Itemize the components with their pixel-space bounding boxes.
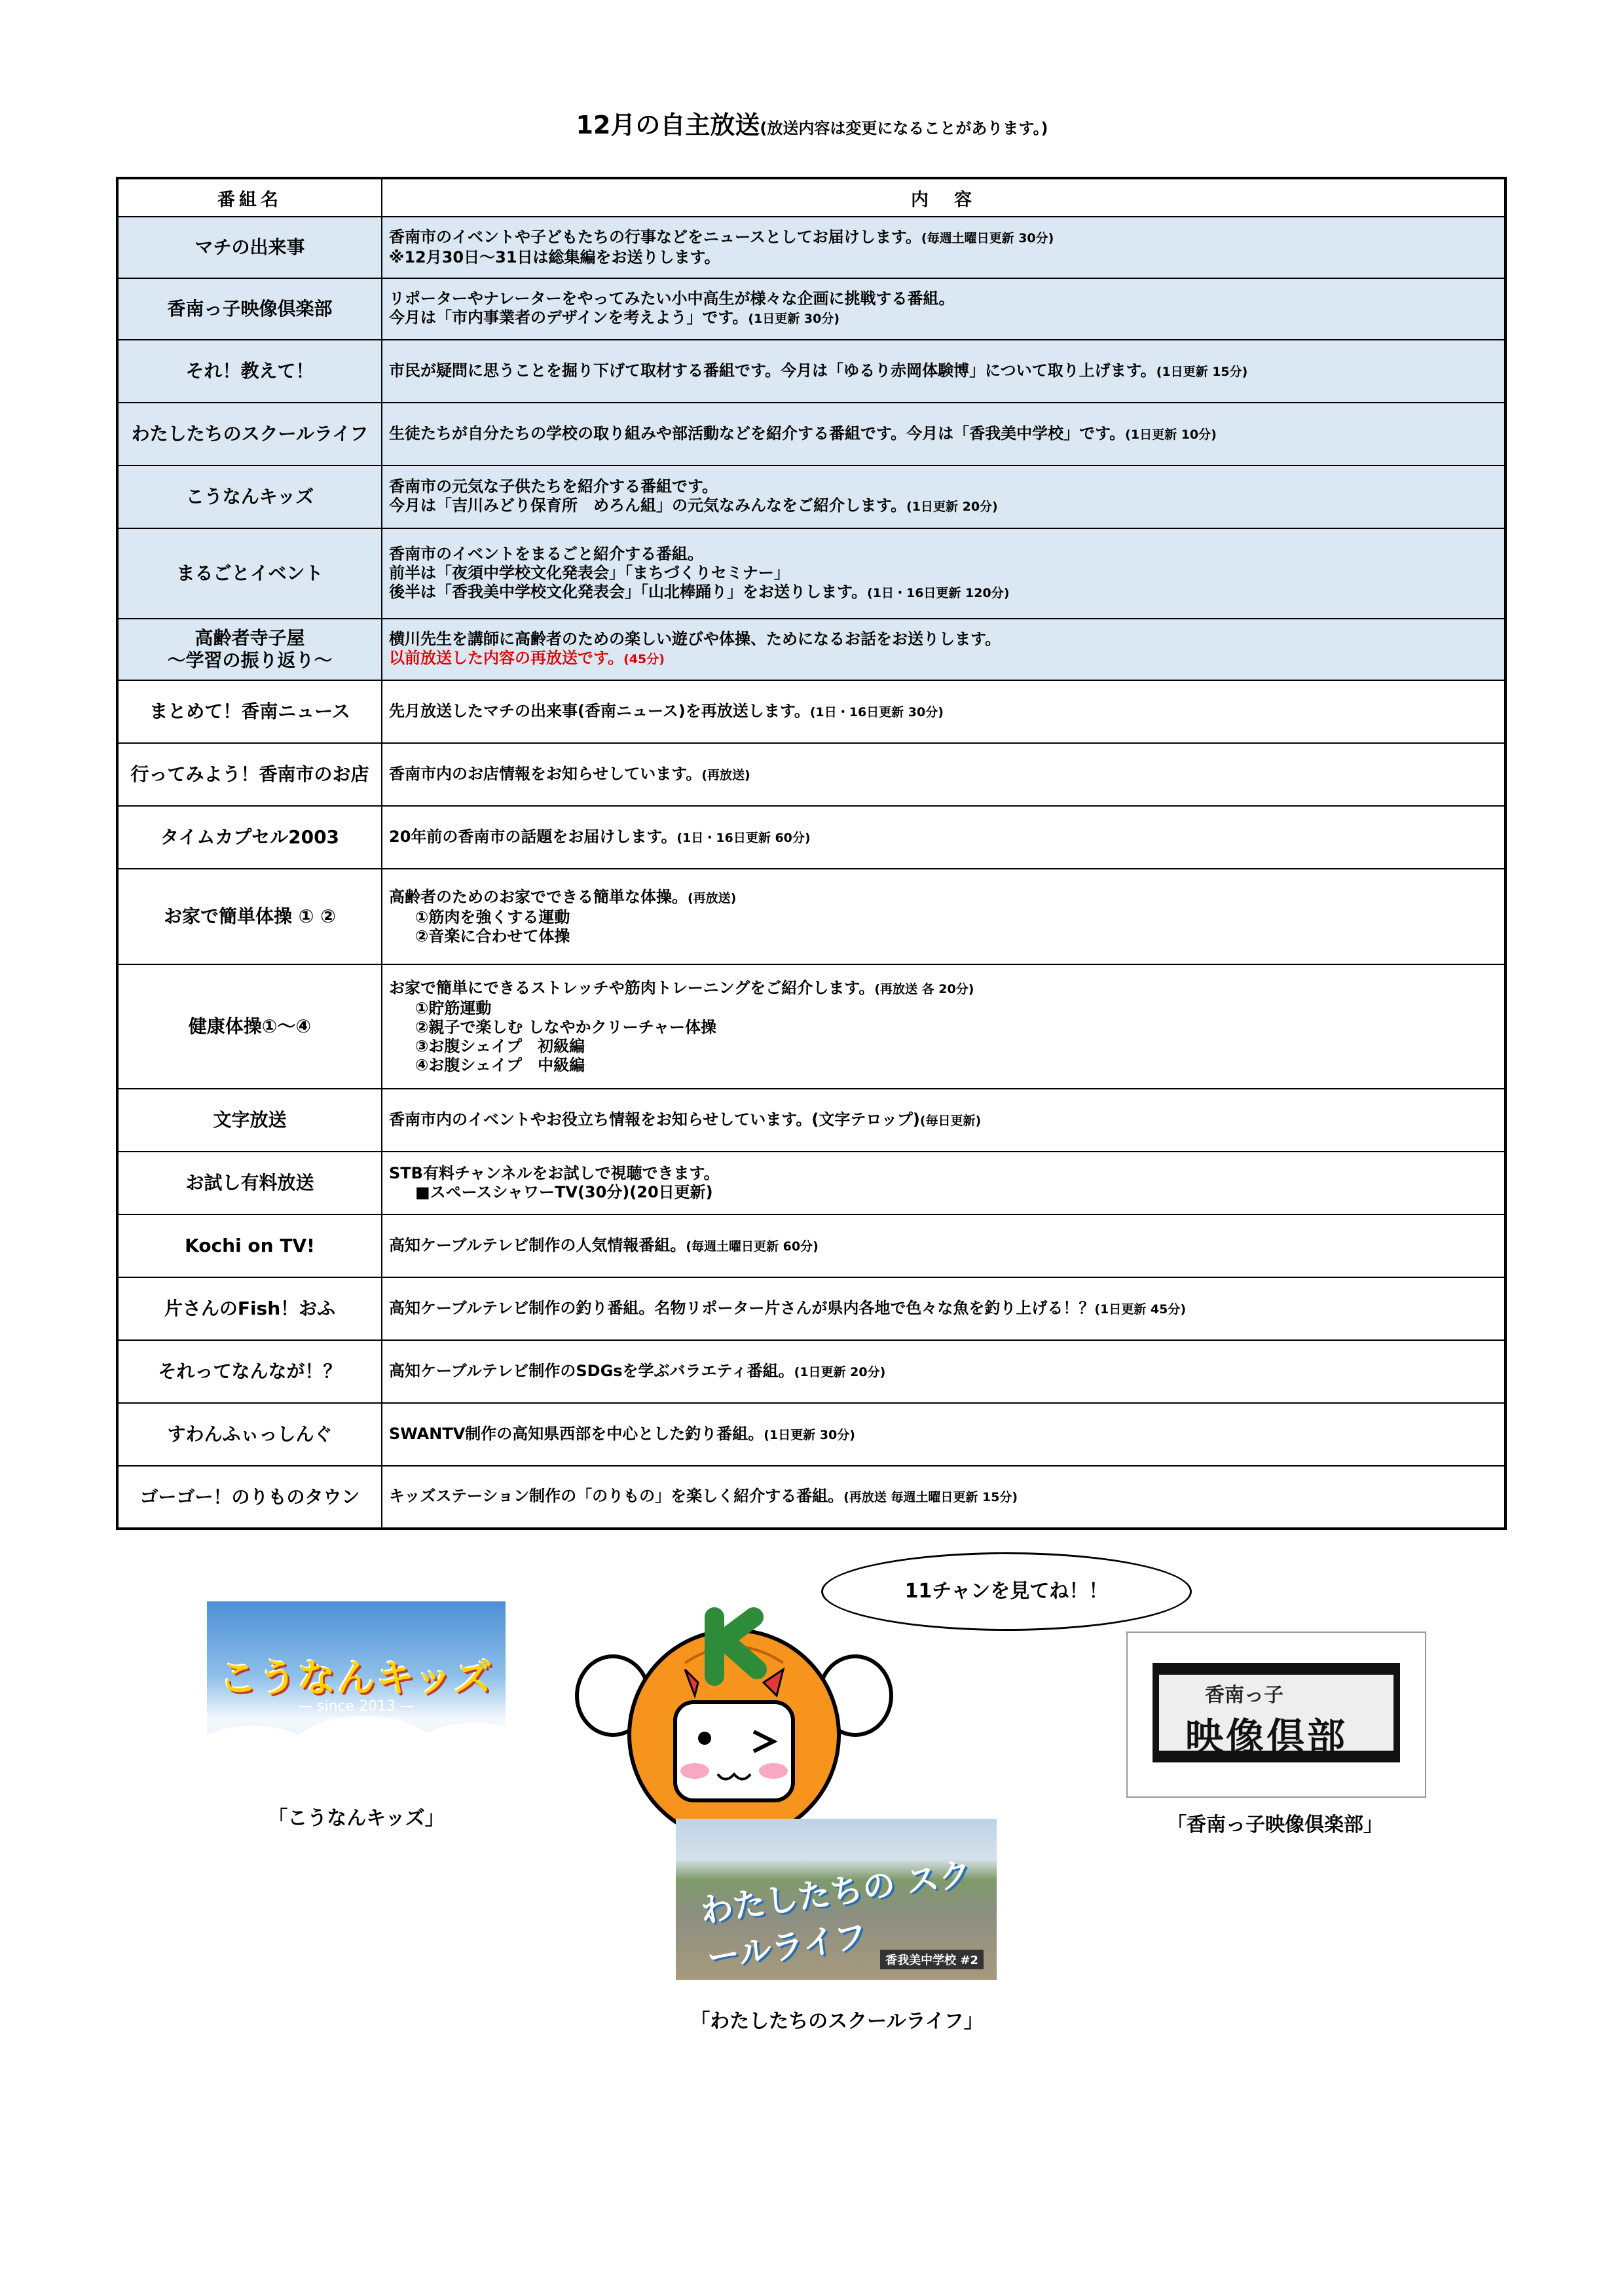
program-description (382, 1089, 1505, 1152)
program-description (382, 743, 1505, 806)
description-line (389, 828, 1498, 848)
eizo-club-thumbnail (1126, 1631, 1426, 1798)
description-text: 今月は「吉川みどり保育所 めろん組」の元気なみんなをご紹介します。 (389, 496, 907, 515)
description-text: ④お腹シェイプ 中級編 (415, 1055, 585, 1074)
table-row (117, 1340, 1505, 1403)
table-row (117, 1214, 1505, 1277)
description-text: STB有料チャンネルをお試しで視聴できます。 (389, 1164, 720, 1182)
description-note: (1日更新 10分) (1125, 427, 1217, 442)
description-line (389, 649, 1498, 669)
program-name-line: 香南っ子映像倶楽部 (167, 298, 333, 319)
program-name (117, 743, 382, 806)
program-description (382, 403, 1505, 465)
page-title (0, 105, 1624, 141)
program-name (117, 1340, 382, 1403)
description-note: (1日更新 20分) (906, 500, 998, 514)
description-note: (再放送) (701, 767, 750, 782)
table-row (117, 1277, 1505, 1340)
description-text: 高齢者のためのお家でできる簡単な体操。 (389, 887, 688, 906)
table-row (117, 340, 1505, 403)
description-line (389, 424, 1498, 445)
title-main: 12月の自主放送 (576, 111, 760, 139)
kouan-kids-thumbnail (207, 1601, 506, 1769)
description-line (389, 979, 1498, 999)
description-note: (1日更新 15分) (1156, 364, 1248, 379)
program-description (382, 1340, 1505, 1403)
description-line (389, 248, 1498, 267)
program-name (117, 1214, 382, 1277)
program-name-line: お家で簡単体操 ① ② (164, 905, 336, 927)
description-note: (再放送) (688, 890, 737, 905)
program-name (117, 528, 382, 619)
program-description (382, 340, 1505, 403)
description-note: (1日更新 20分) (794, 1364, 886, 1379)
program-name (117, 278, 382, 340)
eizo-caption: 「香南っ子映像倶楽部」 (1167, 1813, 1383, 1836)
description-text: ※12月30日～31日は総集編をお送りします。 (389, 248, 720, 266)
school-title: わたしたちの スクールライフ (697, 1854, 974, 1977)
description-text: 以前放送した内容の再放送です。 (389, 649, 624, 667)
table-row (117, 869, 1505, 964)
program-name (117, 1089, 382, 1152)
speech-bubble: 11チャンを見てね！！ (821, 1552, 1192, 1631)
program-name-line: わたしたちのスクールライフ (131, 423, 369, 445)
description-line (389, 1037, 1498, 1056)
description-note: (再放送 毎週土曜日更新 15分) (843, 1490, 1018, 1504)
description-line (389, 545, 1498, 564)
description-text: ②親子で楽しむ しなやかクリーチャー体操 (415, 1017, 716, 1036)
program-description (382, 278, 1505, 340)
description-text: 高知ケーブルテレビ制作のSDGsを学ぶバラエティ番組。 (389, 1361, 794, 1380)
description-note: (1日更新 30分) (748, 312, 840, 326)
program-name (117, 217, 382, 278)
description-line (389, 477, 1498, 496)
program-name (117, 619, 382, 680)
program-name-line: こうなんキッズ (185, 486, 314, 507)
table-row (117, 806, 1505, 869)
school-life-thumbnail (676, 1819, 997, 1980)
description-line (389, 1362, 1498, 1382)
table-row (117, 528, 1505, 619)
description-text: 香南市のイベントや子どもたちの行事などをニュースとしてお届けします。 (389, 228, 921, 246)
description-line (389, 289, 1498, 308)
description-line (389, 308, 1498, 329)
description-line (389, 1183, 1498, 1202)
program-description (382, 806, 1505, 869)
description-text: 高知ケーブルテレビ制作の人気情報番組。 (389, 1235, 686, 1254)
schedule-table (116, 177, 1507, 1530)
description-text: リポーターやナレーターをやってみたい小中高生が様々な企画に挑戦する番組。 (389, 289, 955, 308)
description-text: 市民が疑問に思うことを掘り下げて取材する番組です。今月は「ゆるり赤岡体験博」について取り上げます。 (389, 361, 1156, 380)
program-name (117, 964, 382, 1089)
description-line (389, 765, 1498, 785)
description-line (389, 1299, 1498, 1319)
program-name (117, 1152, 382, 1214)
description-line (389, 496, 1498, 517)
program-name-line: 文字放送 (213, 1109, 287, 1131)
description-note: (毎日更新) (919, 1113, 982, 1128)
program-name-line: Kochi on TV! (185, 1235, 315, 1256)
program-name-line: 高齢者寺子屋 (194, 627, 305, 649)
program-description (382, 217, 1505, 278)
program-description (382, 1466, 1505, 1529)
description-line (389, 361, 1498, 382)
program-description (382, 1214, 1505, 1277)
description-text: ■スペースシャワーTV(30分)(20日更新) (415, 1183, 713, 1201)
description-line (389, 583, 1498, 603)
program-name-line: 片さんのFish！おふ (164, 1298, 336, 1319)
table-row (117, 465, 1505, 528)
description-note: (1日・16日更新 60分) (676, 830, 811, 845)
description-text: お家で簡単にできるストレッチや筋肉トレーニングをご紹介します。 (389, 978, 875, 997)
program-name (117, 869, 382, 964)
description-line (389, 888, 1498, 908)
program-name (117, 340, 382, 403)
program-name-line: 行ってみよう！香南市のお店 (130, 763, 369, 785)
description-line (389, 927, 1498, 946)
program-name-line: それ！教えて！ (185, 360, 314, 382)
description-text: 香南市内のお店情報をお知らせしています。 (389, 764, 702, 783)
table-row (117, 1466, 1505, 1529)
program-name-line: まとめて！香南ニュース (149, 701, 350, 722)
program-description (382, 964, 1505, 1089)
description-text: ②音楽に合わせて体操 (415, 926, 570, 945)
description-text: 香南市内のイベントやお役立ち情報をお知らせしています。(文字テロップ) (389, 1110, 920, 1129)
program-description (382, 528, 1505, 619)
program-description (382, 619, 1505, 680)
description-line (389, 1018, 1498, 1037)
program-name (117, 403, 382, 465)
table-row (117, 680, 1505, 743)
eizo-line1: 香南っ子 (1205, 1684, 1283, 1707)
program-name-line: すわんふぃっしんぐ (167, 1423, 333, 1445)
program-name-line: まるごとイベント (176, 562, 323, 584)
description-note: (再放送 各 20分) (874, 981, 974, 996)
title-note: (放送内容は変更になることがあります。) (760, 119, 1048, 137)
table-row (117, 403, 1505, 465)
description-text: ①貯筋運動 (415, 998, 492, 1017)
mascot-character (567, 1591, 901, 1846)
description-note: (1日・16日更新 30分) (809, 704, 944, 720)
description-text: 先月放送したマチの出来事(香南ニュース)を再放送します。 (389, 701, 810, 720)
program-name-line: お試し有料放送 (185, 1172, 314, 1194)
description-line (389, 630, 1498, 649)
description-line (389, 228, 1498, 248)
table-row (117, 964, 1505, 1089)
table-row (117, 217, 1505, 278)
program-name-line: マチの出来事 (194, 236, 305, 258)
description-line (389, 564, 1498, 583)
description-text: 生徒たちが自分たちの学校の取り組みや部活動などを紹介する番組です。今月は「香我美中学校」です。 (389, 424, 1126, 443)
description-line (389, 702, 1498, 722)
table-row (117, 619, 1505, 680)
program-name-line: ゴーゴー！のりものタウン (139, 1485, 360, 1508)
table-row (117, 743, 1505, 806)
kids-caption: 「こうなんキッズ」 (268, 1807, 445, 1830)
kids-logo: こうなんキッズ (219, 1656, 494, 1700)
description-note: (毎週土曜日更新 30分) (921, 231, 1054, 246)
description-line (389, 1056, 1498, 1075)
description-text: 香南市のイベントをまるごと紹介する番組。 (389, 544, 703, 563)
description-note: (毎週土曜日更新 60分) (686, 1239, 819, 1254)
description-text: 後半は「香我美中学校文化発表会」「山北棒踊り」をお送りします。 (389, 582, 868, 601)
schedule-rows (117, 217, 1505, 1529)
description-line (389, 908, 1498, 927)
description-line (389, 1110, 1498, 1131)
table-row (117, 278, 1505, 340)
kids-since: — since 2013 — (297, 1698, 415, 1715)
school-caption: 「わたしたちのスクールライフ」 (690, 2010, 984, 2033)
program-description (382, 869, 1505, 964)
description-line (389, 1164, 1498, 1183)
description-text: キッズステーション制作の「のりもの」を楽しく紹介する番組。 (389, 1487, 844, 1505)
description-text: ①筋肉を強くする運動 (415, 907, 570, 926)
description-text: 今月は「市内事業者のデザインを考えよう」です。 (389, 308, 748, 327)
program-name-line: それってなんなが！？ (158, 1360, 342, 1382)
table-row (117, 1403, 1505, 1466)
description-note: (1日更新 45分) (1094, 1302, 1187, 1317)
program-name (117, 1403, 382, 1466)
program-description (382, 1403, 1505, 1466)
description-line (389, 1236, 1498, 1256)
eizo-line2: 映像倶部 (1185, 1715, 1348, 1759)
program-description (382, 465, 1505, 528)
description-text: ③お腹シェイプ 初級編 (415, 1036, 585, 1055)
program-name (117, 680, 382, 743)
header-program-name: 番組名 (117, 178, 382, 217)
program-name (117, 806, 382, 869)
description-note: (45分) (623, 652, 665, 666)
description-text: 高知ケーブルテレビ制作の釣り番組。名物リポーター片さんが県内各地で色々な魚を釣り上げる！？ (389, 1298, 1095, 1317)
program-description (382, 680, 1505, 743)
school-badge: 香我美中学校 #2 (880, 1950, 984, 1969)
description-text: 20年前の香南市の話題をお届けします。 (389, 827, 677, 846)
program-name (117, 465, 382, 528)
description-text: 横川先生を講師に高齢者のための楽しい遊びや体操、ためになるお話をお送りします。 (389, 630, 1001, 648)
description-text: 前半は「夜須中学校文化発表会」「まちづくりセミナー」 (389, 563, 790, 582)
description-text: SWANTV制作の高知県西部を中心とした釣り番組。 (389, 1424, 764, 1443)
description-text: 香南市の元気な子供たちを紹介する番組です。 (389, 477, 718, 496)
program-description (382, 1277, 1505, 1340)
program-description (382, 1152, 1505, 1214)
program-name-line: タイムカプセル2003 (160, 826, 340, 848)
header-content: 内 容 (382, 178, 1505, 217)
program-name-line: ～学習の振り返り～ (167, 649, 333, 671)
description-note: (1日・16日更新 120分) (867, 585, 1010, 600)
table-row (117, 1089, 1505, 1152)
program-name-line: 健康体操①～④ (188, 1015, 312, 1037)
description-line (389, 999, 1498, 1018)
program-name (117, 1277, 382, 1340)
description-line (389, 1487, 1498, 1507)
description-note: (1日更新 30分) (764, 1427, 855, 1442)
table-row (117, 1152, 1505, 1214)
description-line (389, 1425, 1498, 1445)
program-name (117, 1466, 382, 1529)
